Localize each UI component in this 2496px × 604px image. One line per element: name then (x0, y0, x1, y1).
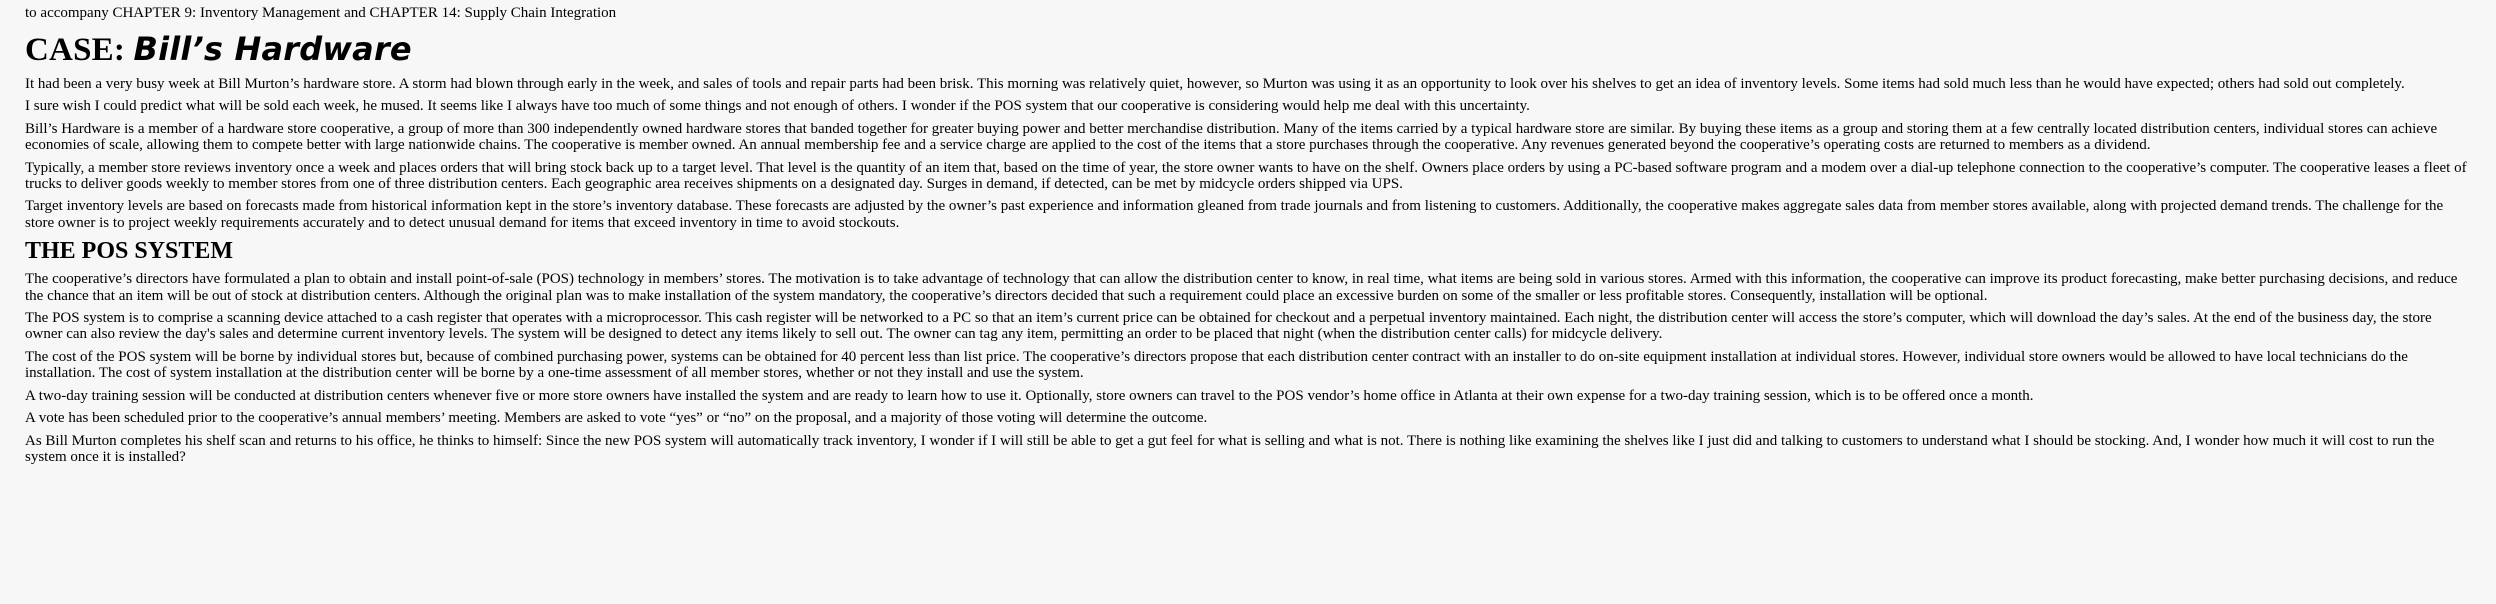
pos-paragraph-4: A two-day training session will be conducted at distribution centers whenever five or more store owners have installed the system and are ready to learn how to use it. Optionally, store owners can travel to the POS vendor’s home office in Atlanta at their own expense for a two-day training session, which is to be offered once a month. (25, 387, 2034, 404)
intro-paragraph-2: I sure wish I could predict what will be sold each week, he mused. It seems like I always have too much of some things and not enough of others. I wonder if the POS system that our cooperative is considering would help me deal with this uncertainty. (25, 98, 1530, 115)
case-title (25, 29, 2471, 70)
pos-paragraph-6: As Bill Murton completes his shelf scan and returns to his office, he thinks to himself: Since the new POS system will automatically track inventory, I wonder if I will still be able to get a gut feel for what is selling and what is not. There is nothing like examining the shelves like I just did and talking to customers to understand what I should be stocking. And, I wonder how much it will cost to run the system once it is installed? (25, 432, 2435, 465)
pos-paragraph-5: A vote has been scheduled prior to the cooperative’s annual members’ meeting. Members are asked to vote “yes” or “no” on the proposal, and a majority of those voting will determine the outcome. (25, 410, 1208, 427)
pos-paragraph-3: The cost of the POS system will be borne by individual stores but, because of combined purchasing power, systems can be obtained for 40 percent less than list price. The cooperative’s directors propose that each distribution center contract with an installer to do on-site equipment installation at individual stores. However, individual store owners would be allowed to have local technicians do the installation. The cost of system installation at the distribution center will be borne by a one-time assessment of all member stores, whether or not they install and use the system. (25, 348, 2408, 382)
section-title-pos-system: THE POS SYSTEM (25, 238, 234, 265)
intro-paragraph-3: Bill’s Hardware is a member of a hardware store cooperative, a group of more than 300 independently owned hardware stores that banded together for greater buying power and better merchandise distribution. Many of the items carried by a typical hardware store are similar. By buying these items as a group and storing them at a few centrally located distribution centers, individual stores can achieve economies of scale, allowing them to compete better with large nationwide chains. The cooperative is member owned. An annual membership fee and a service charge are applied to the cost of the items that a store purchases through the cooperative. Any revenues generated beyond the cooperative’s operating costs are returned to members as a dividend. (25, 120, 2438, 154)
intro-paragraph-4: Typically, a member store reviews inventory once a week and places orders that will bring stock back up to a target level. That level is the quantity of an item that, based on the time of year, the store owner wants to have on the shelf. Owners place orders by using a PC-based software program and a modem over a dial-up telephone connection to the cooperative’s computer. The cooperative leases a fleet of trucks to deliver goods weekly to member stores from one of three distribution centers. Each geographic area receives shipments on a designated day. Surges in demand, if detected, can be met by midcycle orders shipped via UPS. (25, 159, 2467, 193)
case-name: Bill’s Hardware (133, 30, 412, 68)
intro-paragraph-5: Target inventory levels are based on forecasts made from historical information kept in the store’s inventory database. These forecasts are adjusted by the owner’s past experience and information gleaned from trade journals and from listening to customers. Additionally, the cooperative makes aggregate sales data from member stores available, along with projected demand trends. The challenge for the store owner is to project weekly requirements accurately and to detect unusual demand for items that exceed inventory in time to avoid stockouts. (25, 198, 2444, 231)
case-prefix: CASE: (25, 32, 126, 68)
intro-paragraph-1: It had been a very busy week at Bill Murton’s hardware store. A storm had blown through early in the week, and sales of tools and repair parts had been brisk. This morning was relatively quiet, however, so Murton was using it as an opportunity to look over his shelves to get an idea of inventory levels. Some items had sold much less than he would have expected; others had sold out completely. (25, 76, 2405, 92)
context-line: to accompany CHAPTER 9: Inventory Management and CHAPTER 14: Supply Chain Integration (25, 5, 617, 21)
pos-paragraph-2: The POS system is to comprise a scanning device attached to a cash register that operates with a microprocessor. This cash register will be networked to a PC so that an item’s current price can be obtained for checkout and a perpetual inventory maintained. Each night, the distribution center will access the store’s computer, which will download the day’s sales. At the end of the business day, the store owner can also review the day's sales and determine current inventory levels. The system will be designed to detect any items likely to sell out. The owner can tag any item, permitting an order to be placed that night (when the distribution center calls) for midcycle delivery. (25, 310, 2432, 343)
pos-paragraph-1: The cooperative’s directors have formulated a plan to obtain and install point-of-sale (POS) technology in members’ stores. The motivation is to take advantage of technology that can allow the distribution center to know, in real time, what items are being sold in various stores. Armed with this information, the cooperative can improve its product forecasting, make better purchasing decisions, and reduce the chance that an item will be out of stock at distribution centers. Although the original plan was to make installation of the system mandatory, the cooperative’s directors decided that such a requirement could place an excessive burden on some of the smaller or less profitable stores. Consequently, installation will be optional. (25, 271, 2458, 304)
